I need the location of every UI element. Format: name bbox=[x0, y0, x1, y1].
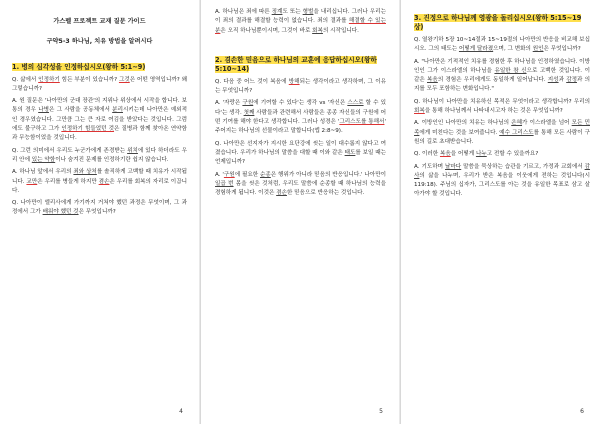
page-body bbox=[414, 36, 590, 200]
text-run: 스스로 bbox=[347, 100, 364, 107]
text-run: 지성 bbox=[547, 77, 559, 84]
paragraph bbox=[12, 97, 187, 143]
text-run: 시키는데 나아만은 예외적인 경우였습니다. 그만큼 그는 큰 자로 여김을 받았다는 것입니다. 그럼에도 불구하고 그가 bbox=[12, 107, 187, 133]
page-6 bbox=[400, 0, 600, 424]
text-run: Q. 열왕기하 5장 10~14절과 15~19절의 나아만의 반응을 비교해 보십시오. 그의 태도는 bbox=[414, 37, 590, 53]
paragraph bbox=[12, 168, 187, 196]
text-run: 분리 bbox=[112, 107, 123, 114]
paragraph bbox=[414, 150, 590, 159]
text-run: A. 원 질문은 '나아만의 군대 장관'의 지위나 위상에서 시작을 합니다. 보통의 경우 bbox=[12, 98, 187, 114]
paragraph bbox=[414, 119, 590, 147]
text-run: 은 어떤 영역입니까? 왜 그렇습니까? bbox=[12, 76, 188, 92]
text-run: A. ' bbox=[215, 171, 224, 178]
text-run: 회복 bbox=[414, 108, 425, 115]
text-run: 징계 bbox=[271, 9, 283, 15]
text-run: A. 기도하며 bbox=[414, 163, 445, 170]
text-run: 회복 bbox=[312, 27, 323, 34]
text-run: ' 주어지는 하나님의 선물이라고 말합니다(엡 2:8~9). bbox=[215, 119, 386, 135]
text-run: Q. 다음 중 어느 것이 복음에 bbox=[215, 78, 289, 85]
section-heading-text: 3. 진정으로 하나님께 영광을 돌리십시오(왕하 5:15~19상) bbox=[414, 14, 582, 31]
text-run: 원인 bbox=[532, 46, 544, 53]
text-run: 를 솔직하게 고백할 때 치유가 시작됩니다. bbox=[12, 169, 187, 185]
text-run: 구원 bbox=[242, 100, 254, 107]
text-run: 힘든 부분이 있습니까? bbox=[59, 76, 119, 83]
text-run: 은 오직 하나님뿐이시며, 그것이 바로 bbox=[220, 27, 313, 34]
text-run: 은 우리를 회복의 자리로 이끕니다. bbox=[12, 178, 187, 194]
text-run: A. 하나님은 죄에 따른 bbox=[215, 9, 272, 15]
text-run: 방해 bbox=[288, 78, 300, 85]
text-run: A. 하나님 앞에서 우리의 bbox=[12, 169, 74, 176]
page-body bbox=[12, 76, 187, 218]
paragraph bbox=[12, 76, 187, 95]
text-run: 은 무엇입니까? bbox=[78, 209, 116, 216]
paragraph bbox=[414, 163, 590, 200]
text-run: 이나 숨겨진 문제를 인정하기란 쉽지 않습니다. bbox=[55, 156, 169, 163]
text-run: 의 시작입니다. bbox=[322, 27, 359, 34]
text-run: 형벌 bbox=[302, 9, 314, 15]
text-run: 첫째 bbox=[243, 109, 255, 116]
text-run: 있는 약함 bbox=[31, 156, 56, 163]
page-number: 6 bbox=[580, 407, 584, 415]
text-run: 예수 그리스도 bbox=[499, 129, 534, 136]
text-run: 겸손 bbox=[98, 178, 110, 185]
text-run: 의 삶을 나누며, 우리가 받은 복음을 이웃에게 전하는 것입니다(시 119:18). 주님의 십자가, 그리스도를 아는 것을 유일한 목표로 삼고 살아가야 할 것입니다. bbox=[414, 172, 590, 198]
text-run: 유일한 참 신 bbox=[494, 67, 527, 74]
text-run: 은 우리를 병들게 하지만 bbox=[37, 178, 99, 185]
paragraph bbox=[215, 78, 386, 97]
page-intro bbox=[215, 8, 386, 36]
text-run: 그것 bbox=[118, 76, 130, 83]
text-run: 겸손 bbox=[276, 190, 287, 197]
page-5 bbox=[200, 0, 399, 424]
text-run: 은 그 사람을 공동체에서 bbox=[49, 107, 113, 114]
text-run: 은 행위가 아니라 믿음의 반응입니다.' 나아만이 bbox=[270, 171, 386, 178]
page-number: 5 bbox=[379, 407, 383, 415]
text-run: 을 어떻게 bbox=[450, 151, 476, 158]
text-run: 사람들과 관련해서 사람들은 종종 자신들의 구원에 어떤 기여를 해야 한다고 생각합니다. 그러나 성경은 ' bbox=[215, 109, 386, 126]
text-run: 과 bbox=[558, 77, 567, 84]
text-run: 에 있다 하더라도 우리 안에 bbox=[12, 147, 187, 163]
text-run: 나누 bbox=[475, 151, 487, 158]
text-run: 은혜 bbox=[511, 120, 523, 127]
text-run: 감사 bbox=[414, 163, 591, 179]
text-run: 복음 bbox=[427, 77, 438, 84]
text-run: 위치 bbox=[127, 147, 138, 154]
text-run: 구원 bbox=[223, 171, 235, 178]
text-run: Q. 나아만이 엘리사에게 가기까지 거쳐야 했던 과정은 무엇이며, 그 과정에서 그가 bbox=[12, 200, 187, 216]
text-run: 은 무엇입니까? bbox=[543, 46, 581, 53]
section-heading-3 bbox=[414, 14, 590, 32]
text-run: 말씀을 묵상하는 습관을 기르고, 가정과 교회에서 bbox=[461, 163, 585, 170]
text-run: A. '자랑은 bbox=[215, 100, 243, 107]
text-run: 감정 bbox=[566, 77, 577, 84]
text-run: Q. 하나님이 나아만을 치유하신 목적은 무엇이라고 생각합니까? 우리의 bbox=[414, 98, 590, 105]
paragraph bbox=[215, 99, 386, 136]
paragraph bbox=[414, 98, 590, 117]
lesson-title: 구약5-3 하나님, 치유 방법을 알려시다 bbox=[46, 38, 153, 46]
text-run: 을 통해 하나님께서 나타내시고자 하는 것은 무엇입니까? bbox=[424, 108, 563, 115]
text-run: 을 내리십니다. 그러나 우리는 이 죄의 결과를 해결할 능력이 없습니다. 죄의 결과를 bbox=[215, 9, 386, 25]
page-4 bbox=[0, 0, 199, 424]
text-run: 인정하기 bbox=[38, 76, 60, 83]
text-run: 에게 미친다는 것을 보여줍니다. bbox=[419, 129, 500, 136]
section-heading-1 bbox=[12, 63, 187, 72]
paragraph bbox=[12, 147, 187, 166]
paragraph bbox=[215, 8, 386, 36]
text-run: 되는 생각이라고 생각하며, 그 이유는 무엇입니까? bbox=[215, 78, 387, 95]
paragraph bbox=[215, 140, 386, 168]
text-run: 해결할 수 있는 분 bbox=[215, 18, 386, 34]
text-run: 어떻게 달라졌 bbox=[458, 46, 494, 53]
text-run: 교만 bbox=[26, 178, 38, 185]
text-run: 나병 bbox=[38, 107, 49, 114]
section-heading-text: 2. 겸손한 믿음으로 하나님의 교훈에 응답하십시오(왕하 5:10~14) bbox=[215, 55, 377, 73]
text-run: Q. 나아만은 선지자가 지시한 요단강에 씻는 일이 대수롭지 않다고 여겼습니다. 우리가 하나님의 말씀을 대할 때 이와 같은 bbox=[215, 140, 386, 156]
section-heading-2 bbox=[215, 56, 386, 74]
page-body bbox=[215, 78, 386, 199]
text-run: Q. 그런 의미에서 우리도 누군가에게 존경받는 bbox=[12, 147, 128, 154]
text-run: 가 이스라엘을 넘어 bbox=[522, 120, 572, 127]
section-heading-text: 1. 병의 심각성을 인정하십시오(왕하 5:1~9) bbox=[12, 62, 146, 71]
text-run: 의 경험은 우리에게도 동일하게 일어납니다. bbox=[437, 77, 548, 84]
document-title: 가스펠 프로젝트 교재 질문 가이드 bbox=[53, 18, 146, 25]
text-run: 죄와 상처 bbox=[73, 169, 97, 176]
text-run: 몸을 씻은 것처럼, 우리도 말씀에 순종할 때 하나님의 능력을 경험하게 됩니다. 이것은 bbox=[215, 180, 386, 197]
text-run: 를 보일 때는 언제입니까? bbox=[215, 149, 387, 166]
text-run: Q. 이러한 bbox=[414, 151, 440, 158]
text-run: Q. 삶에서 bbox=[12, 76, 39, 83]
paragraph bbox=[12, 199, 187, 218]
text-run: 태도 bbox=[344, 149, 356, 156]
text-run: 순종 bbox=[260, 171, 271, 178]
text-run: 으며, 그 변화의 bbox=[493, 46, 533, 53]
text-run: 그리스도를 통해서 bbox=[339, 119, 385, 126]
text-run: 고 전할 수 있을까요? bbox=[486, 151, 539, 158]
text-run: 모든 민족 bbox=[414, 120, 590, 136]
text-run: 배워야 했던 것 bbox=[42, 209, 79, 216]
text-run: 과 의지를 모두 포함하는 변화입니다." bbox=[414, 77, 590, 93]
text-run: 일곱 번 bbox=[215, 180, 234, 187]
text-run: 에 기여할 수 있다'는 생각 vs '자신은 bbox=[253, 100, 348, 107]
page-number: 4 bbox=[179, 407, 183, 415]
text-run: 은 질병과 함께 찾아온 연약함과 무능함이었을 것입니다. bbox=[12, 126, 187, 142]
text-run: 복음 bbox=[439, 151, 451, 158]
text-run: 에 필요한 bbox=[234, 171, 260, 178]
text-run: 한 믿음으로 반응하는 것입니다. bbox=[286, 190, 365, 197]
text-run: 인정하기 힘들었던 것 bbox=[61, 126, 115, 133]
text-run: 를 통해 모든 사람이 구원의 길로 초대받습니다. bbox=[414, 129, 591, 145]
paragraph bbox=[414, 36, 590, 55]
text-run: A. "나아만은 기적적인 치유를 경험한 후 하나님을 인정하였습니다. 이방인인 그가 이스라엘의 하나님을 bbox=[414, 58, 590, 74]
paragraph bbox=[414, 58, 590, 95]
text-run: 날마다 bbox=[445, 163, 462, 170]
text-run: 으로 고백한 것입니다. 이 같은 bbox=[414, 67, 590, 84]
text-run: A. 이방인인 나아만의 치유는 하나님의 bbox=[414, 120, 512, 127]
paragraph bbox=[215, 171, 386, 199]
text-run: 할 수 있다'는 생각. bbox=[215, 100, 387, 116]
text-run: 도 또는 bbox=[282, 9, 303, 15]
